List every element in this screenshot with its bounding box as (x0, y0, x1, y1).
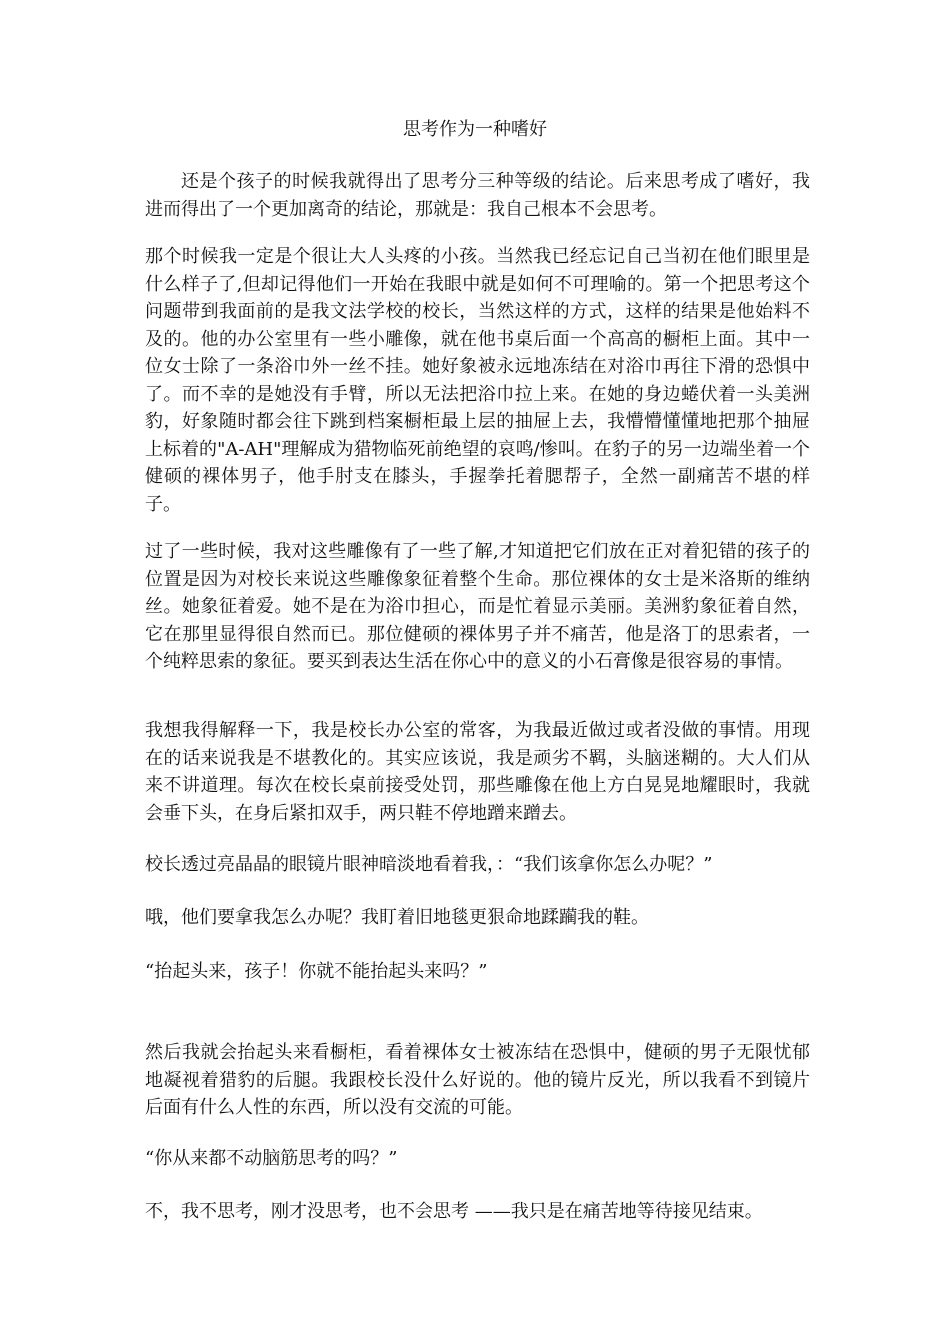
paragraph-4: 我想我得解释一下，我是校长办公室的常客，为我最近做过或者没做的事情。用现在的话来说我是不堪教化的。其实应该说，我是顽劣不羁，头脑迷糊的。大人们从来不讲道理。每次在校长桌前接受处罚，那些雕像在他上方白晃晃地耀眼时，我就会垂下头，在身后紧扣双手，两只鞋不停地蹭来蹭去。 (145, 720, 810, 824)
paragraph-10: 不，我不思考，刚才没思考，也不会思考 ——我只是在痛苦地等待接见结束。 (145, 1201, 763, 1222)
paragraph-6: 哦，他们要拿我怎么办呢？我盯着旧地毯更狠命地蹂躏我的鞋。 (145, 907, 649, 928)
paragraph-8: 然后我就会抬起头来看橱柜，看着裸体女士被冻结在恐惧中，健硕的男子无限忧郁地凝视着猎豹的后腿。我跟校长没什么好说的。他的镜片反光，所以我看不到镜片后面有什么人性的东西，所以没有交流的可能。 (145, 1042, 810, 1118)
paragraph-2: 那个时候我一定是个很让大人头疼的小孩。当然我已经忘记自己当初在他们眼里是什么样子了,但却记得他们一开始在我眼中就是如何不可理喻的。第一个把思考这个问题带到我面前的是我文法学校的校长，当然这样的方式，这样的结果是他始料不及的。他的办公室里有一些小雕像，就在他书桌后面一个高高的橱柜上面。其中一位女士除了一条浴巾外一丝不挂。她好象被永远地冻结在对浴巾再往下滑的恐惧中了。而不幸的是她没有手臂，所以无法把浴巾拉上来。在她的身边蜷伏着一头美洲豹，好象随时都会往下跳到档案橱柜最上层的抽屉上去，我懵懵懂懂地把那个抽屉上标着的"A-AH"理解成为猎物临死前绝望的哀鸣/惨叫。在豹子的另一边端坐着一个健硕的裸体男子，他手肘支在膝头，手握拳托着腮帮子，全然一副痛苦不堪的样子。 (145, 246, 810, 515)
paragraph-5: 校长透过亮晶晶的眼镜片眼神暗淡地看着我，：“我们该拿你怎么办呢？” (145, 854, 713, 875)
paragraph-7: “抬起头来，孩子！你就不能抬起头来吗？” (145, 961, 488, 982)
paragraph-9: “你从来都不动脑筋思考的吗？” (145, 1148, 398, 1169)
document-title: 思考作为一种嗜好 (403, 119, 547, 140)
paragraph-1: 还是个孩子的时候我就得出了思考分三种等级的结论。后来思考成了嗜好，我进而得出了一个更加离奇的结论，那就是：我自己根本不会思考。 (145, 171, 810, 220)
paragraph-3: 过了一些时候，我对这些雕像有了一些了解,才知道把它们放在正对着犯错的孩子的位置是因为对校长来说这些雕像象征着整个生命。那位裸体的女士是米洛斯的维纳丝。她象征着爱。她不是在为浴巾担心，而是忙着显示美丽。美洲豹象征着自然，它在那里显得很自然而已。那位健硕的裸体男子并不痛苦，他是洛丁的思索者，一个纯粹思索的象征。要买到表达生活在你心中的意义的小石膏像是很容易的事情。 (145, 541, 810, 672)
